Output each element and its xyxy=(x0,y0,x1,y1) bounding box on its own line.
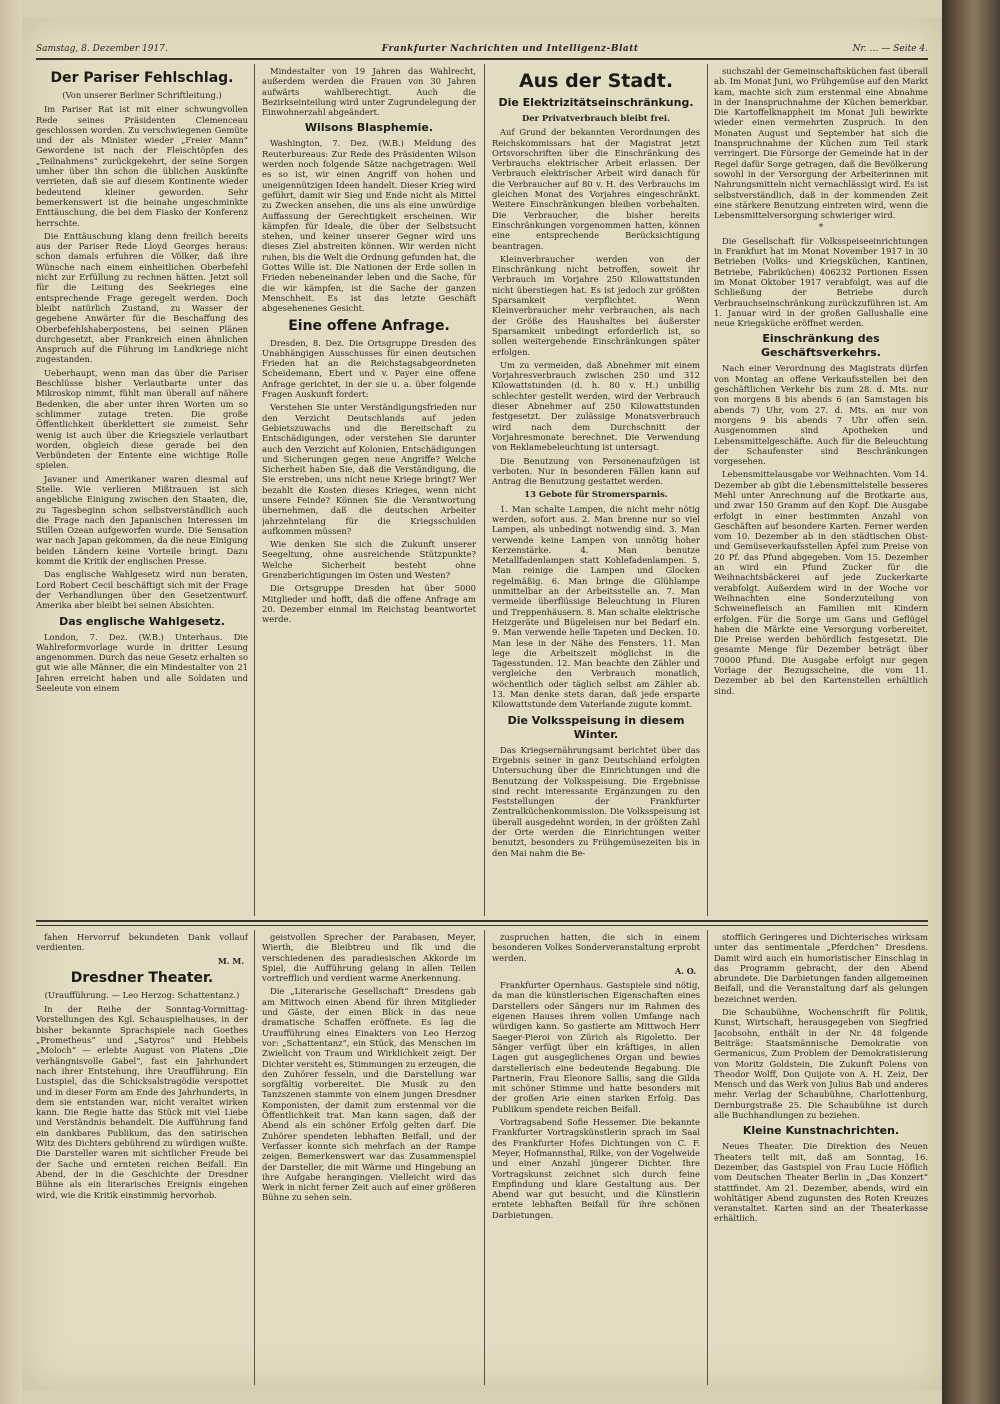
paragraph: geistvollen Sprecher der Parabasen, Meyer, Wierth, die Bleibtreu und Ilk und die verschiedenen des paradiesischen Akkorde im Spiel, die Aufführung gelang in allen Teilen vortrefflich und verdient warme Anerkennung. xyxy=(262,932,476,984)
headline: 13 Gebote für Stromersparnis. xyxy=(524,489,668,500)
paragraph: Auf Grund der bekannten Verordnungen des Reichskommissars hat der Magistrat jetzt Ortsvorschriften über die Einschränkung des Verbrauchs elektrischer Arbeit erlassen. Der Verbrauch elektrischer Arbeit wird danach für die Verbraucher auf 80 v. H. des Verbrauchs im gleichen Monat des Vorjahres eingeschränkt. Weitere Einschränkungen bleiben vorbehalten. Die Verbraucher, die bisher bereits Einschränkungen vorgenommen hatten, können eine entsprechende Berücksichtigung beantragen. xyxy=(492,127,700,251)
section-divider xyxy=(36,920,928,922)
article-literarische-gesellschaft xyxy=(262,932,476,1384)
paragraph: 1. Man schalte Lampen, die nicht mehr nötig werden, sofort aus. 2. Man brenne nur so viel Lampen, als unbedingt notwendig sind. 3. Man verwende keine Lampen von unnötig hoher Kerzenstärke. 4. Man benutze Metallfadenlampen statt Kohlefadenlampen. 5. Man reinige die Lampen und Glocken regelmäßig. 6. Man bringe die Glühlampe unmittelbar an der Arbeitsstelle an. 7. Man vermeide überflüssige Beleuchtung in Fluren und Treppenhäusern. 8. Man schalte elektrische Heizgeräte und Bügeleisen nur bei Bedarf ein. 9. Man verwende helle Tapeten und Decken. 10. Man lese in der Nähe des Fensters. 11. Man lege die Arbeitszeit möglichst in die Tagesstunden. 12. Man beachte den Zähler und vergleiche den Verbrauch monatlich, wöchentlich oder täglich selbst am Zähler ab. 13. Man denke stets daran, daß jede ersparte Kilowattstunde dem Vaterlande zugute kommt. xyxy=(492,503,700,710)
paragraph: suchszahl der Gemeinschaftsküchen fast überall ab. Im Monat Juni, wo Frühgemüse auf den Markt kam, machte sich zum erstenmal eine Abnahme in der Inanspruchnahme der Küchen bemerkbar. Die Kartoffelknappheit im Monat Juli bewirkte wieder einen vermehrten Zuspruch. In den Monaten August und September hat sich die Inanspruchnahme der Küchen zum Teil stark verringert. Die Fürsorge der Gemeinde hat in der Regel dafür Sorge getragen, daß die Bevölkerung sowohl in der Versorgung der Arbeiterinnen mit Nahrungsmitteln nicht vernachlässigt wird. Es ist selbstverständlich, daß in der kommenden Zeit eine stärkere Benutzung eintreten wird, wenn die Lebensmittelversorgung schwieriger wird. xyxy=(714,66,928,221)
headline: Einschränkung des Geschäftsverkehrs. xyxy=(761,332,881,360)
paragraph: Nach einer Verordnung des Magistrats dürfen von Montag an offene Verkaufsstellen bei den geschäftlichen Verkehr bis zum 28. d. Mts. nur von morgens 8 bis abends 6 (an Samstagen bis abends 7) Uhr, vom 27. d. Mts. an nur von morgens 9 bis abends 7 Uhr offen sein. Ausgenommen sind Apotheken und Lebensmittelgeschäfte. Auch für die Beleuchtung der Schaufenster sind Beschränkungen vorgesehen. xyxy=(714,363,928,467)
column-rule xyxy=(484,930,485,1385)
article-kunstnachrichten xyxy=(714,932,928,1384)
section-title: Aus der Stadt. xyxy=(518,70,674,92)
paragraph: Verstehen Sie unter Verständigungsfrieden nur den Verzicht Deutschlands auf jeden Gebietszuwachs und die Bereitschaft zu Entschädigungen, oder verstehen Sie darunter auch den Verzicht auf Kolonien, Entschädigungen und Sicherungen gegen neue Angriffe? Welche Sicherheit haben Sie, daß die Verständigung, die Sie erstreben, uns nicht neue Kriege bringt? Wer bezahlt die Kosten dieses Krieges, wenn nicht unsere Feinde? Können Sie die Verantwortung übernehmen, daß die deutschen Arbeiter jahrzehntelang für die Kriegsschulden aufkommen müssen? xyxy=(262,402,476,536)
column-rule xyxy=(254,930,255,1385)
book-spine xyxy=(942,0,1000,1404)
paragraph: Washington, 7. Dez. (W.B.) Meldung des Reuterbureaus: Zur Rede des Präsidenten Wilson werden noch folgende Sätze nachgetragen: Weil es so ist, wir einen Angriff von hohen und uneigennützigen Ideen handelt. Dieser Krieg wird geführt, damit wir Sieg und Ende nicht als Mittel zu Zwecken ansehen, die uns als eine unwürdige Auffassung der Gerechtigkeit erscheinen. Wir kämpfen für Ideale, die über der Selbstsucht stehen, und keiner unserer Gegner wird uns dieses Ziel abstreiten können. Wir werden nicht ruhen, bis die Welt die Ordnung gefunden hat, die Gottes Wille ist. Die Nationen der Erde sollen in Frieden nebeneinander leben und die Sache, für die wir kämpfen, ist die Sache der ganzen Menschheit. Es ist das letzte Geschäft abgesehenenes Gesicht. xyxy=(262,138,476,314)
section-divider xyxy=(36,925,928,926)
byline: Der Privatverbrauch bleibt frei. xyxy=(521,113,671,123)
headline: Eine offene Anfrage. xyxy=(288,317,450,334)
byline: (Uraufführung. — Leo Herzog: Schattentanz.) xyxy=(44,989,240,1000)
signature: A. O. xyxy=(674,965,696,976)
page-header xyxy=(36,40,928,60)
paragraph: Das Kriegsernährungsamt berichtet über das Ergebnis seiner in ganz Deutschland erfolgten Untersuchung über die Einrichtungen und die Benutzung der Volksspeisung. Die Ergebnisse sind recht interessante Ergänzungen zu den Feststellungen der Frankfurter Zentralküchenkommission. Die Volksspeisung ist überall ausgedehnt worden, in der größten Zahl der Orte werden die Einrichtungen weiter benutzt, besonders zu Frühgemüsezeiten bis in den Mai nahm die Be- xyxy=(492,744,700,858)
headline: Das englische Wahlgesetz. xyxy=(59,614,225,628)
paragraph: Javaner und Amerikaner waren diesmal auf Stelle. Wie verlieren Mißtrauen ist sich angebliche Einigung zwischen den Staaten, die, zu Tagesbeginn schon selbstverständlich auch die Frage nach den Japanischen Interessen im Stillen Ozean aufgeworfen wurde. Die Sensation war nach Japan gekommen, da die neue Einigung beiden Ländern keine Vorteile bringt. Dazu kommt die Kritik der englischen Presse. xyxy=(36,473,248,567)
paragraph: In der Reihe der Sonntag-Vormittag-Vorstellungen des Kgl. Schauspielhauses, in der bisher bekannte Sprachspiele nach Goethes „Prometheus“ und „Satyros“ und Hebbels „Moloch“ — erlebte August von Platens „Die verhängnisvolle Gabel“, fast ein Jahrhundert nach ihrer Entstehung, ihre Uraufführung. Ein Lustspiel, das die Schicksalstragödie verspottet und in dieser Form am Ende des Jahrhunderts, in dem sie entstanden war, nicht veraltet wirken kann. Die Regie hatte das Stück mit viel Liebe und Verständnis behandelt. Die Aufführung fand ein dankbares Publikum, das den satirischen Witz des Dichters gebührend zu würdigen wußte. Die Darsteller waren mit sichtlicher Freude bei der Sache und ernteten reichen Beifall. Ein Abend, der in die Geschichte der Dresdner Bühne als ein literarisches Ereignis eingehen wird, wie die Kritik einstimmig hervorhob. xyxy=(36,1004,248,1200)
paragraph: London, 7. Dez. (W.B.) Unterhaus. Die Wahlreformvorlage wurde in dritter Lesung angenommen. Durch das neue Gesetz erhalten so gut wie alle Männer, die ein Mindestalter von 21 Jahren erreicht haben und alle Soldaten und Seeleute von einem xyxy=(36,631,248,694)
page-gutter xyxy=(0,0,22,1404)
paragraph: Wie denken Sie sich die Zukunft unserer Seegeltung, ohne ausreichende Stützpunkte? Welche Sicherheit besteht ohne Grenzberichtigungen im Osten und Westen? xyxy=(262,539,476,581)
paragraph: Dresden, 8. Dez. Die Ortsgruppe Dresden des Unabhängigen Ausschusses für einen deutschen Frieden hat an die Reichstagsabgeordneten Scheidemann, Ebert und v. Payer eine offene Anfrage gerichtet, in der sie u. a. über folgende Fragen Auskunft fordert: xyxy=(262,337,476,400)
paragraph: Das englische Wahlgesetz wird nun beraten, Lord Robert Cecil beschäftigt sich mit der Frage der Verhandlungen über den Gesetzentwurf. Amerika aber bleibt bei seinen Absichten. xyxy=(36,569,248,611)
paragraph: Mindestalter von 19 Jahren das Wahlrecht, außerdem werden die Frauen von 30 Jahren aufwärts wahlberechtigt. Auch die Bezirkseinteilung wird unter Zugrundelegung der Einwohnerzahl abgeändert. xyxy=(262,66,476,118)
paragraph: stofflich Geringeres und Dichterisches wirksam unter das sentimentale „Pferdchen“ Dresdens. Damit wird auch ein humoristischer Einschlag in das Programm gebracht, der den Abend abrundete. Die Darbietungen fanden allgemeinen Beifall, und die Veranstaltung darf als gelungen bezeichnet werden. xyxy=(714,932,928,1004)
paragraph: fahen Hervorruf bekundeten Dank vollauf verdienten. xyxy=(36,932,248,953)
column-rule xyxy=(484,64,485,916)
header-paper-name: Frankfurter Nachrichten und Intelligenz-Blatt xyxy=(381,44,639,54)
headline: Wilsons Blasphemie. xyxy=(304,121,434,135)
paragraph: Die Benutzung von Personenaufzügen ist verboten. Nur in besonderen Fällen kann auf Antrag die Benutzung gestattet werden. xyxy=(492,455,700,487)
paragraph: Um zu vermeiden, daß Abnehmer mit einem Vorjahresverbrauch zwischen 250 und 312 Kilowattstunden (d. h. 80 v. H.) unbillig schlechter gestellt werden, wird der Verbrauch dieser Abnehmer auf 250 Kilowattstunden festgesetzt. Der zulässige Monatsverbrauch wird nach dem Durchschnitt der Vorjahresmonate berechnet. Die Verwendung von Reklamebeleuchtung ist untersagt. xyxy=(492,359,700,453)
newspaper-page xyxy=(22,18,942,1390)
paragraph: Die Ortsgruppe Dresden hat über 5000 Mitglieder und hofft, daß die offene Anfrage am 20. Dezember einmal im Reichstag beantwortet werde. xyxy=(262,583,476,625)
byline: (Von unserer Berliner Schriftleitung.) xyxy=(62,90,222,100)
paragraph: zuspruchen hatten, die sich in einem besonderen Volkes Sonderveranstaltung erprobt werden. xyxy=(492,932,700,963)
column-rule xyxy=(707,64,708,916)
paragraph: Neues Theater. Die Direktion des Neuen Theaters teilt mit, daß am Sonntag, 16. Dezember, das Gastspiel von Frau Lucie Höflich vom Deutschen Theater Berlin in „Das Konzert“ stattfindet. Am 21. Dezember, abends, wird ein wohltätiger Abend zugunsten des Roten Kreuzes veranstaltet. Karten sind an der Theaterkasse erhältlich. xyxy=(714,1141,928,1224)
paragraph: Vortragsabend Sofie Hessemer. Die bekannte Frankfurter Vortragskünstlerin sprach im Saal des Frankfurter Hofes Dichtungen von C. F. Meyer, Hofmannsthal, Rilke, von der Vogelweide und einer Anzahl jüngerer Dichter. Ihre Vortragskunst zeichnet sich durch feine Empfindung und klare Gestaltung aus. Der Abend war gut besucht, und die Künstlerin erntete lebhaften Beifall für ihre schönen Darbietungen. xyxy=(492,1117,700,1220)
header-date: Samstag, 8. Dezember 1917. xyxy=(36,44,168,54)
paragraph: Die Schaubühne, Wochenschrift für Politik, Kunst, Wirtschaft, herausgegeben von Siegfried Jacobsohn, enthält in der Nr. 48 folgende Beiträge: Staatsmännische Demokratie von Germanicus, Zum Problem der Demokratisierung von Moritz Goldstein, Die Zukunft Polens von Theodor Wolff, Don Quijote von A. H. Zeiz, Der Mensch und das Werk von Julius Bab und anderes mehr. Verlag der Schaubühne, Charlottenburg, Dernburgstraße 25. Die Schaubühne ist durch alle Buchhandlungen zu beziehen. xyxy=(714,1007,928,1121)
headline: Dresdner Theater. xyxy=(70,969,214,986)
article-dresdner-theater xyxy=(36,932,248,1384)
paragraph: Im Pariser Rat ist mit einer schwungvollen Rede seines Präsidenten Clemenceau geschlossen worden. Zu verschwiegenen Gemüte und der als Minister wieder „Freier Mann“ Gewordene ist nach der Fleischtöpfen des „Teilnahmens“ zurückgekehrt, der seine Sorgen umher über ihn schon die üblichen Auskünfte verrieten, daß sie auf diesem Kontinente wieder bedeutend kleiner geworden. Sehr bemerkenswert ist die beinahe ungeschminkte Enttäuschung, die bei dem Fiasko der Konferenz herrschte. xyxy=(36,104,248,228)
headline: Der Pariser Fehlschlag. xyxy=(50,70,234,86)
article-opernhaus xyxy=(492,932,700,1384)
column-rule xyxy=(254,64,255,916)
headline: Kleine Kunstnachrichten. xyxy=(742,1124,900,1138)
separator-star: * xyxy=(818,223,824,234)
article-aus-der-stadt xyxy=(492,66,700,916)
article-volksspeisung-cont xyxy=(714,66,928,916)
paragraph: Frankfurter Opernhaus. Gastspiele sind nötig, da man die künstlerischen Eigenschaften eines Darstellers oder Sängers nur im Rahmen des eigenen Hauses ihrem vollen Umfange nach würdigen kann. So gastierte am Mittwoch Herr Saeger-Pieroi von Zürich als Rigoletto. Der Sänger verfügt über ein kräftiges, in allen Lagen gut ausgeglichenes Organ und bewies darstellerisch eine bedeutende Begabung. Die Partnerin, Frau Eleonore Sallis, sang die Gilda mit schöner Stimme und hatte besonders mit der großen Arie einen starken Erfolg. Das Publikum spendete reichen Beifall. xyxy=(492,980,700,1114)
headline: Die Elektrizitätseinschränkung. xyxy=(498,96,694,109)
headline: Die Volksspeisung in diesem Winter. xyxy=(507,713,685,741)
paragraph: Die „Literarische Gesellschaft“ Dresdens gab am Mittwoch einen Abend für ihren Mitglieder und Gäste, der einen Blick in das neue dramatische Schaffen eröffnete. Es lag die Uraufführung eines Einakters von Leo Herzog vor: „Schattentanz“, ein Stück, das Menschen im Zwielicht von Traum und Wirklichkeit zeigt. Der Dichter versteht es, Stimmungen zu erzeugen, die den Zuhörer fesseln, und die Darstellung war sorgfältig vorbereitet. Die Musik zu den Tanzszenen stammte von einem jungen Dresdner Komponisten, der damit zum erstenmal vor die Öffentlichkeit trat. Man kann sagen, daß der Abend als ein schöner Erfolg gelten darf. Die Zuhörer spendeten lebhaften Beifall, und der Verfasser konnte sich mehrfach an der Rampe zeigen. Bemerkenswert war das Zusammenspiel der Darsteller, die mit Wärme und Hingebung an ihre Aufgabe herangingen. Vielleicht wird das Werk in nicht ferner Zeit auch auf einer größeren Bühne zu sehen sein. xyxy=(262,986,476,1203)
paragraph: Die Enttäuschung klang denn freilich bereits aus der Pariser Rede Lloyd Georges heraus: schon damals erfuhren die Völker, daß ihre Wünsche nach einem einheitlichen Oberbefehl nicht zur Erfüllung zu rechnen hätten. Jetzt soll für die Leitung des Seekrieges eine entsprechende Frage geregelt werden. Doch bleibt natürlich Zustand, zu Wasser der gegebene Anwärter für die Beschaffung des Oberbefehlshaberpostens, bei seinen Plänen durchgesetzt, aber Frankreich einen ähnlichen Anspruch auf die Führung im Landkriege nicht zugestanden. xyxy=(36,230,248,365)
paragraph: Lebensmittelausgabe vor Weihnachten. Vom 14. Dezember ab gibt die Lebensmittelstelle besseres Mehl unter Anrechnung auf die Brotkarte aus, und zwar 150 Gramm auf den Kopf. Die Ausgabe erfolgt in einer bestimmten Anzahl von Geschäften auf besondere Karten. Ferner werden vom 10. Dezember ab in den städtischen Obst- und Gemüseverkaufsstellen Äpfel zum Preise von 20 Pf. das Pfund abgegeben. Vom 15. Dezember an wird ein Pfund Zucker für die Weihnachtsbäckerei auf jede Zuckerkarte verabfolgt. Außerdem wird in der Woche vor Weihnachten eine Sonderzuteilung von Schweinefleisch an Familien mit Kindern erfolgen. Für die Sorge um Gans und Geflügel haben die Märkte eine Versorgung vorbereitet. Die Preise werden behördlich festgesetzt. Die gesamte Menge für Dezember beträgt über 70000 Pfund. Die Ausgabe erfolgt nur gegen Vorlage der Bezugsscheine, die vom 11. Dezember ab bei den Kartenstellen erhältlich sind. xyxy=(714,469,928,696)
paragraph: Ueberhaupt, wenn man das über die Pariser Beschlüsse bisher Verlautbarte unter das Mikroskop nimmt, fühlt man überall auf nähere Bedenken, die aber unter ihren Worten um so schlimmer zutage treten. Die große Öffentlichkeit überklettert sie zumeist. Sehr wenig ist auch über die Kriegsziele verlautbart worden, obgleich diese gerade bei den Verbündeten der Entente eine wichtige Rolle spielen. xyxy=(36,367,248,471)
column-rule xyxy=(707,930,708,1385)
header-page-number: Nr. … — Seite 4. xyxy=(852,44,928,54)
paragraph: Kleinverbraucher werden von der Einschränkung nicht betroffen, soweit ihr Verbrauch im Vorjahre 250 Kilowattstunden nicht überstiegen hat. Es ist jedoch zur größten Sparsamkeit verpflichtet. Wenn Kleinverbraucher mehr verbrauchen, als nach der Größe des Haushaltes bei äußerster Sparsamkeit unbedingt erforderlich ist, so sollen weitergehende Einschränkungen später erfolgen. xyxy=(492,253,700,357)
signature: M. M. xyxy=(217,955,244,966)
article-wilsons-blasphemie xyxy=(262,66,476,916)
paragraph: Die Gesellschaft für Volksspeiseeinrichtungen in Frankfurt hat im Monat November 1917 in 30 Betrieben (Volks- und Kriegsküchen, Kantinen, Betriebe, Fabriküchen) 406232 Portionen Essen im Monat Oktober 1917 verabfolgt, was auf die Schließung der Betriebe durch Verbrauchseinschränkung zurückzuführen ist. Am 1. Januar wird in der großen Gallushalle eine neue Kriegsküche eröffnet werden. xyxy=(714,235,928,329)
article-pariser-fehlschlag xyxy=(36,66,248,916)
